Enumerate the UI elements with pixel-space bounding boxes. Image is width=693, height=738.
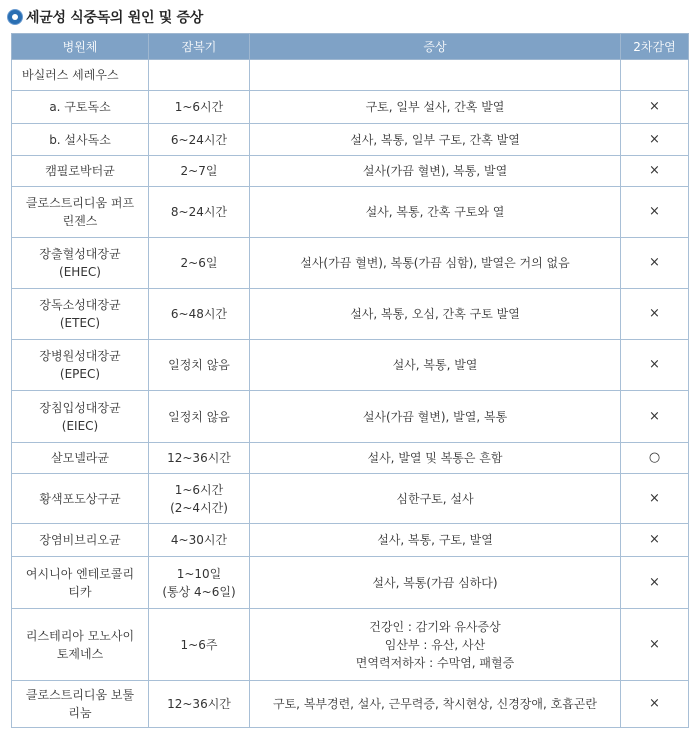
pathogen-cell-line: 장침입성대장균	[39, 400, 121, 415]
incubation-cell	[149, 391, 250, 443]
pathogen-cell	[12, 557, 149, 609]
pathogen-cell-line: (EPEC)	[59, 367, 101, 381]
incubation-cell	[149, 557, 250, 609]
pathogen-cell	[12, 91, 149, 124]
food-poisoning-table	[11, 33, 689, 728]
symptoms-cell	[250, 474, 621, 524]
secondary-infection-cell: ×	[621, 156, 689, 187]
symptoms-cell-line: 설사, 복통, 구토, 발열	[377, 533, 493, 547]
table-row	[12, 557, 689, 609]
table-row	[12, 609, 689, 681]
pathogen-cell	[12, 238, 149, 289]
symptoms-cell	[250, 91, 621, 124]
incubation-cell-line: 일정치 않음	[168, 358, 230, 372]
symptoms-cell-line: 설사(가끔 혈변), 복통, 발열	[362, 164, 508, 178]
incubation-cell-line: 2~7일	[180, 164, 218, 178]
pathogen-cell-line: 린젠스	[62, 214, 98, 228]
symptoms-cell	[250, 156, 621, 187]
pathogen-cell-line: 클로스트리디움 보툴	[25, 688, 135, 702]
pathogen-cell-line: 티카	[68, 584, 92, 599]
symptoms-cell	[250, 524, 621, 557]
incubation-cell-line: 1~6주	[180, 637, 218, 652]
incubation-cell	[149, 91, 250, 124]
secondary-infection-cell: ×	[621, 91, 689, 124]
symptoms-cell	[250, 289, 621, 340]
pathogen-cell	[12, 391, 149, 443]
incubation-cell-line: 6~24시간	[170, 132, 228, 147]
pathogen-cell	[12, 124, 149, 156]
pathogen-cell-line: (ETEC)	[59, 316, 101, 330]
symptoms-cell-line: 구토, 복부경련, 설사, 근무력증, 착시현상, 신경장애, 호흡곤란	[273, 697, 597, 711]
incubation-cell-line: 2~6일	[180, 256, 218, 270]
secondary-infection-cell: ×	[621, 474, 689, 524]
pathogen-cell	[12, 443, 149, 474]
symptoms-cell-line: 설사, 복통, 오심, 간혹 구토 발열	[350, 307, 520, 321]
pathogen-cell	[12, 524, 149, 557]
table-header-row	[12, 34, 689, 60]
table-row	[12, 187, 689, 238]
pathogen-cell	[12, 60, 149, 91]
symptoms-cell	[250, 609, 621, 681]
pathogen-cell-line: 리눔	[68, 706, 92, 720]
symptoms-cell-line: 설사, 복통, 간혹 구토와 열	[365, 205, 505, 219]
incubation-cell-line: 1~10일	[176, 566, 222, 581]
incubation-cell-line: (통상 4~6일)	[162, 584, 236, 599]
secondary-infection-cell: ×	[621, 187, 689, 238]
symptoms-cell-line: 건강인 : 감기와 유사증상	[369, 619, 501, 634]
secondary-infection-cell: ×	[621, 238, 689, 289]
incubation-cell	[149, 443, 250, 474]
secondary-infection-cell: ×	[621, 124, 689, 156]
secondary-infection-cell	[621, 60, 689, 91]
symptoms-cell-line: 설사, 복통, 발열	[392, 358, 478, 372]
pathogen-cell-line: 토제네스	[56, 646, 104, 661]
secondary-infection-cell: ×	[621, 681, 689, 728]
secondary-infection-cell: ○	[621, 443, 689, 474]
pathogen-cell-line: 장병원성대장균	[39, 349, 121, 363]
symptoms-cell-line: 설사(가끔 혈변), 복통(가끔 심함), 발열은 거의 없음	[300, 256, 570, 270]
table-body	[12, 60, 689, 728]
pathogen-cell-line: a. 구토독소	[49, 100, 111, 114]
incubation-cell	[149, 681, 250, 728]
symptoms-cell-line: 임산부 : 유산, 사산	[384, 637, 486, 652]
symptoms-cell-line: 면역력저하자 : 수막염, 패혈증	[355, 655, 515, 670]
table-row	[12, 391, 689, 443]
incubation-cell-line: 4~30시간	[170, 533, 228, 547]
incubation-cell-line: 1~6시간	[174, 100, 224, 114]
incubation-cell	[149, 238, 250, 289]
incubation-cell-line: 1~6시간	[174, 482, 224, 497]
pathogen-cell	[12, 609, 149, 681]
pathogen-cell-line: 리스테리아 모노사이	[25, 628, 135, 643]
table-row	[12, 238, 689, 289]
pathogen-cell	[12, 187, 149, 238]
pathogen-cell-line: 살모넬라균	[51, 451, 109, 465]
incubation-cell	[149, 524, 250, 557]
incubation-cell-line: 일정치 않음	[168, 409, 230, 424]
pathogen-cell-line: 장독소성대장균	[39, 298, 121, 312]
incubation-cell-line: 6~48시간	[170, 307, 228, 321]
table-row	[12, 681, 689, 728]
secondary-infection-cell: ×	[621, 391, 689, 443]
symptoms-cell	[250, 391, 621, 443]
page-title: 세균성 식중독의 원인 및 증상	[26, 10, 203, 26]
table-row	[12, 443, 689, 474]
secondary-infection-cell: ×	[621, 524, 689, 557]
pathogen-cell-line: 장출혈성대장균	[39, 247, 121, 261]
bullet-circle-icon	[8, 10, 22, 24]
pathogen-cell	[12, 156, 149, 187]
table-row	[12, 91, 689, 124]
pathogen-cell-line: 캠필로박터균	[45, 164, 115, 178]
pathogen-cell-line: (EHEC)	[59, 265, 101, 279]
symptoms-cell-line: 설사, 발열 및 복통은 흔함	[367, 451, 503, 465]
pathogen-cell	[12, 340, 149, 391]
incubation-cell	[149, 340, 250, 391]
symptoms-cell-line: 구토, 일부 설사, 간혹 발열	[365, 100, 505, 114]
incubation-cell	[149, 60, 250, 91]
pathogen-cell-line: b. 설사독소	[49, 132, 111, 147]
incubation-cell	[149, 156, 250, 187]
table-row	[12, 340, 689, 391]
pathogen-cell-line: 여시니아 엔테로콜리	[25, 566, 135, 581]
incubation-cell-line: 8~24시간	[170, 205, 228, 219]
table-row	[12, 289, 689, 340]
title-bar	[8, 6, 203, 28]
symptoms-cell	[250, 60, 621, 91]
symptoms-cell	[250, 238, 621, 289]
incubation-cell-line: 12~36시간	[167, 697, 231, 711]
symptoms-cell-line: 설사, 복통, 일부 구토, 간혹 발열	[350, 132, 520, 147]
symptoms-cell-line: 심한구토, 설사	[396, 491, 474, 506]
incubation-cell	[149, 474, 250, 524]
secondary-infection-cell: ×	[621, 289, 689, 340]
table-row	[12, 60, 689, 91]
pathogen-cell	[12, 681, 149, 728]
pathogen-cell-line: 클로스트리디움 퍼프	[25, 196, 135, 210]
pathogen-cell-line: (EIEC)	[61, 418, 99, 433]
incubation-cell	[149, 187, 250, 238]
table-row	[12, 474, 689, 524]
symptoms-cell	[250, 124, 621, 156]
symptoms-cell	[250, 340, 621, 391]
table-row	[12, 124, 689, 156]
symptoms-cell-line: 설사, 복통(가끔 심하다)	[372, 575, 498, 590]
header-secondary-infection: 2차감염	[621, 34, 689, 60]
table-row	[12, 156, 689, 187]
header-pathogen: 병원체	[12, 34, 149, 60]
pathogen-cell-line: 바실러스 세레우스	[22, 68, 119, 82]
symptoms-cell	[250, 187, 621, 238]
symptoms-cell-line: 설사(가끔 혈변), 발열, 복통	[362, 409, 508, 424]
pathogen-cell	[12, 289, 149, 340]
incubation-cell	[149, 289, 250, 340]
pathogen-cell	[12, 474, 149, 524]
incubation-cell	[149, 124, 250, 156]
symptoms-cell	[250, 681, 621, 728]
table-row	[12, 524, 689, 557]
pathogen-cell-line: 장염비브리오균	[39, 533, 121, 547]
secondary-infection-cell: ×	[621, 340, 689, 391]
header-incubation: 잠복기	[149, 34, 250, 60]
incubation-cell-line: (2~4시간)	[170, 500, 228, 515]
incubation-cell	[149, 609, 250, 681]
pathogen-cell-line: 황색포도상구균	[39, 491, 121, 506]
incubation-cell-line: 12~36시간	[167, 451, 231, 465]
symptoms-cell	[250, 443, 621, 474]
secondary-infection-cell: ×	[621, 557, 689, 609]
header-symptoms: 증상	[250, 34, 621, 60]
symptoms-cell	[250, 557, 621, 609]
secondary-infection-cell: ×	[621, 609, 689, 681]
